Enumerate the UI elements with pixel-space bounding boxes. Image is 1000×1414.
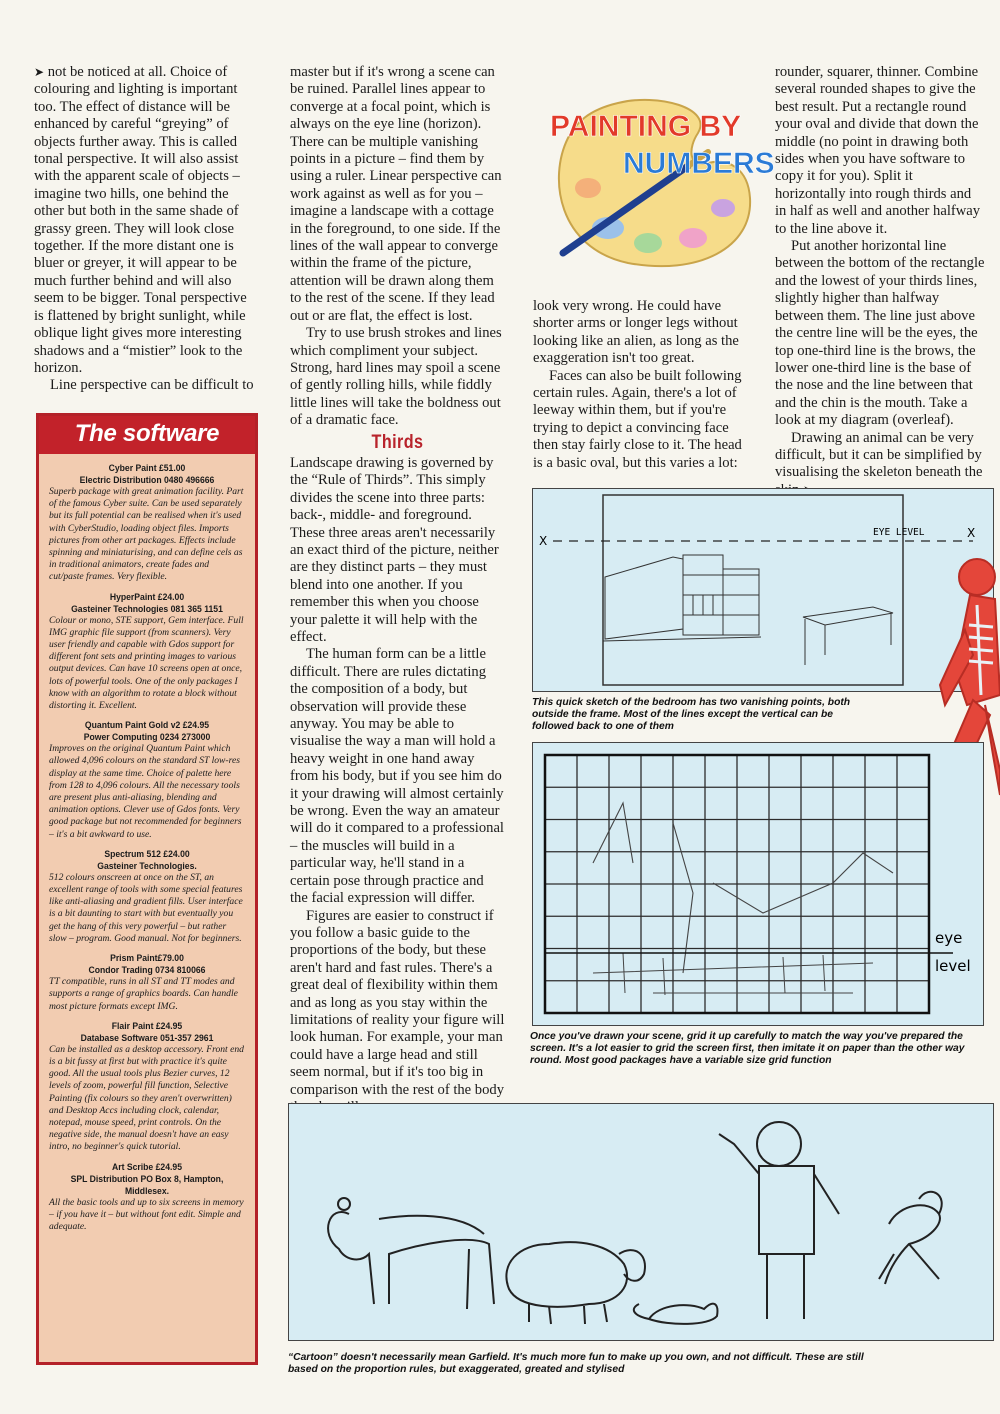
software-item-title: HyperPaint £24.00	[109, 590, 185, 602]
cartoon-animals-sketch	[289, 1104, 993, 1340]
logo-line-2: NUMBERS	[623, 147, 775, 180]
x-mark-right: X	[967, 526, 976, 540]
cartoon-caption: “Cartoon” doesn't necessarily mean Garfield. It's much more fun to make up you own, and not difficult. These are still based on the proportion rules, but exaggerated, greated and stylised	[288, 1352, 864, 1376]
software-title: The software	[39, 416, 255, 454]
software-item-vendor: Power Computing 0234 273000	[83, 731, 211, 743]
col1-paragraph-1	[34, 64, 256, 377]
software-item-vendor: Condor Trading 0734 810066	[88, 964, 206, 976]
grid-caption: Once you've drawn your scene, grid it up carefully to match the way you've prepared the screen. It's a lot easier to grid the screen first, then imitate it on paper than the other way round. Most good packages have a variable size grid function	[530, 1031, 965, 1067]
thirds-heading: Thirds	[371, 431, 424, 453]
column-3	[533, 298, 755, 472]
col2-paragraph-2: Try to use brush strokes and lines which compliment your subject. Strong, hard lines may spoil a scene of gently rolling hills, while fiddly little lines will take the boldness out of a dramatic face.	[290, 325, 502, 429]
col3-paragraph-2: Faces can also be built following certain rules. Again, there's a lot of leeway within them, but if you're trying to depict a convincing face then stay fairly close to it. The head is a basic oval, but this varies a lot:	[533, 367, 742, 471]
software-item	[49, 591, 245, 713]
software-item-desc: TT compatible, runs in all ST and TT modes and supports a range of graphics boards. Can handle most picture formats except IMG.	[49, 976, 238, 1012]
software-item-vendor: SPL Distribution PO Box 8, Hampton, Middlesex.	[70, 1172, 224, 1196]
continue-arrow-icon: ➤	[34, 65, 45, 79]
software-item-desc: Colour or mono, STE support, Gem interface. Full IMG graphic file support (from scanners). Very user friendly and capable with Gdos support for different font sets and printing images to various output devices. Can have 10 screens open at once, lots of powerful tools. One of the only packages I know with an algorithm to rotate a block without distorting it. Excellent.	[49, 614, 244, 712]
software-item-title: Quantum Paint Gold v2 £24.95	[84, 719, 210, 731]
software-item-desc: All the basic tools and up to six screens in memory – if you have it – but without font edit. Simple and adequate.	[49, 1196, 244, 1232]
gridded-street-sketch	[533, 743, 983, 1025]
column-2	[290, 64, 505, 1116]
logo-line-1: PAINTING BY	[550, 110, 742, 143]
software-item-title: Spectrum 512 £24.00	[104, 847, 190, 859]
column-1	[34, 64, 256, 395]
software-item-title: Cyber Paint £51.00	[108, 462, 186, 473]
eye-level-label: EYE LEVEL	[873, 527, 925, 538]
col1-p1-text: not be noticed at all. Choice of colouring and lighting is important too. The effect of distance will be enhanced by careful “greying” of objects further away. This is called tonal perspective. It will also assist with the apparent scale of objects – imagine two hills, one behind the other but both in the same shade of grassy green. They will look close together. If the more distant one is bluer or greyer, it will appear to be much further behind and will also seem to be bigger. Tonal perspective is flattened by bright sunlight, while oblique light gives more interesting shadows and a “mistier” look to the horizon.	[34, 64, 247, 376]
col2-paragraph-1: master but if it's wrong a scene can be ruined. Parallel lines appear to converge at a focal point, which is always on the eye line (horizon). There can be multiple vanishing points in a picture – find them by using a ruler. Linear perspective can work against as well as for you – imagine a landscape with a cottage in the foreground, to one side. If the lines of the wall appear to converge within the frame of the picture, attention will be drawn along them to the rest of the scene. If they lead out or are flat, the effect is lost.	[290, 64, 502, 324]
col2-paragraph-3: Landscape drawing is governed by the “Rule of Thirds”. This simply divides the scene into three parts: back-, middle- and foreground. These three areas aren't necessarily an exact third of the picture, neither are they distinct parts – they must blend into one another. If you remember this when you choose your palette it will help with the effect.	[290, 454, 499, 645]
col4-paragraph-1: rounder, squarer, thinner. Combine several rounded shapes to give the best result. Put a rectangle round your oval and divide that down the middle (no point in drawing both sides when you have software to copy it for you). Split it horizontally into rough thirds and in half as well and another halfway to the line above it.	[775, 64, 981, 237]
palette-icon	[538, 78, 775, 278]
grid-eye-label: eye	[935, 929, 963, 947]
software-list	[39, 454, 255, 1233]
col4-p3-text: Drawing an animal can be very difficult, but it can be simplified by visualising the skeleton beneath the	[775, 429, 983, 481]
software-item-vendor: Gasteiner Technologies.	[97, 859, 197, 871]
col4-paragraph-2: Put another horizontal line between the bottom of the rectangle and the lowest of your thirds lines, slightly higher than halfway between them. The line just above the centre line will be the eyes, the top one-third line is the brows, the lower one-third line is the base of the nose and the line between that and the chin is the mouth. Take a look at my diagram (overleaf).	[775, 238, 985, 429]
software-item-title: Flair Paint £24.95	[111, 1019, 183, 1031]
grid-level-label: level	[935, 957, 971, 975]
col3-paragraph-1: look very wrong. He could have shorter arms or longer legs without looking like an alien, as long as the exaggeration isn't too great.	[533, 298, 739, 367]
software-item	[49, 1161, 245, 1234]
software-item	[49, 1020, 245, 1154]
software-sidebar	[36, 413, 258, 1365]
software-item-title: Prism Paint£79.00	[110, 952, 184, 964]
software-item-desc: 512 colours onscreen at once on the ST, an excellent range of tools with some special features like anti-aliasing and gradient fills. User interface is a bit daunting to start with but eventually you get the hang of this very powerful – but rather slow – program. Good manual. Not for beginners.	[49, 871, 243, 944]
col2-paragraph-5: Figures are easier to construct if you follow a basic guide to the proportions of the body, but these aren't hard and fast rules. There's a great deal of flexibility within them and as long as you stay within the limitations of reality your figure will look human. For example, your man could have a large head and still seem normal, but if it's too big in comparison with the rest of the body	[290, 907, 505, 1098]
software-item	[49, 719, 245, 841]
painting-by-numbers-logo	[538, 78, 775, 278]
software-item	[49, 848, 245, 945]
software-item-desc: Can be installed as a desktop accessory. Front end is a bit fussy at first but with practice it's quite good. All the usual tools plus Bezier curves, 12 levels of zoom, powerful fill function, Selective Painting (fix colours so they aren't overwritten) and Desktop Accs including clock, calendar, notepad, mouse speed, print controls. On the negative side, the manual doesn't have an easy intro, no beginner's quick tutorial.	[49, 1043, 244, 1153]
col2-paragraph-4: The human form can be a little difficult. There are rules dictating the composition of a body, but observation will provide these anyway. You may be able to visualise the way a man will hold a heavy weight in one hand away from his body, but if you see him do it your drawing will almost certainly be wrong. Even the way an amateur will do it compared to a professional – the muscles will build in a particular way, he'll stand in a certain pose through practice and the facial expression will differ.	[290, 646, 504, 907]
cartoon-figure	[288, 1103, 994, 1341]
software-item-vendor: Database Software 051-357 2961	[80, 1031, 214, 1043]
x-mark-left: X	[539, 534, 548, 548]
software-item-title: Art Scribe £24.95	[111, 1160, 183, 1172]
software-item	[49, 952, 245, 1013]
software-item	[49, 462, 245, 584]
software-item-desc: Superb package with great animation facility. Part of the famous Cyber suite. Can be used separately but its full potential can be realised when it's used with CyberStudio, loading object files. Imports pictures from other art packages. Effects include spinning and miniaturising, and can define cels as in traditional animators, create fades and cut/paste frames. Very flexible.	[49, 486, 244, 583]
software-item-vendor: Gasteiner Technologies 081 365 1151	[71, 602, 223, 614]
grid-scene-figure	[532, 742, 984, 1026]
col1-paragraph-2: Line perspective can be difficult to	[50, 377, 254, 394]
bedroom-caption: This quick sketch of the bedroom has two vanishing points, both outside the frame. Most of the lines except the vertical can be followed back to one of them	[532, 697, 851, 733]
software-item-vendor: Electric Distribution 0480 496666	[79, 474, 215, 485]
software-item-desc: Improves on the original Quantum Paint which allowed 4,096 colours on the standard ST low-res display at the same time. Choice of palette here from 128 to 4,096 colours. All the necessary tools are present plus anti-aliasing, blending and animation options. Clever use of Gdos fonts. Very good package but not recommended for beginners – it's a bit awkward to use.	[49, 743, 242, 840]
column-4	[775, 64, 985, 499]
